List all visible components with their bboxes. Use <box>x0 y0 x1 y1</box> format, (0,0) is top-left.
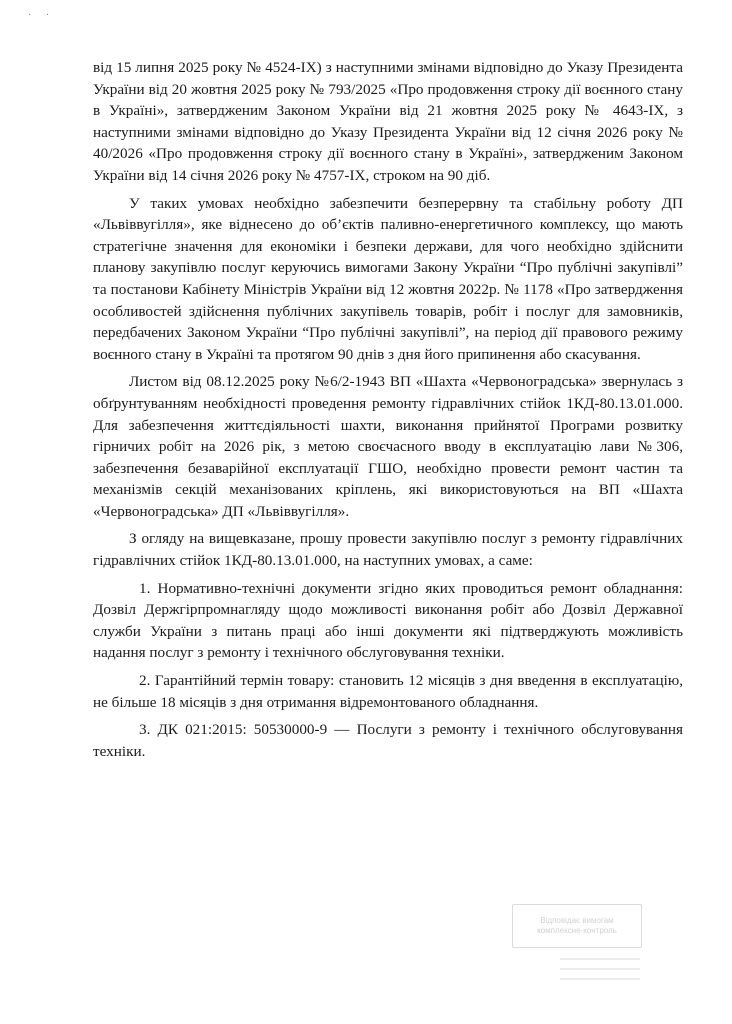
list-item-normative-docs: 1. Нормативно-технічні документи згідно яких проводиться ремонт обладнання: Дозвіл Держгірпромнагляду щодо можливості виконання робіт або Дозвіл Державної служби України з питань праці або інші документи які підтверджують можливість надання послуг з ремонту і технічного обслуговування техніки. <box>93 579 683 662</box>
approval-stamp <box>512 904 642 948</box>
paragraph-procurement-justification: У таких умовах необхідно забезпечити безперервну та стабільну роботу ДП «Львіввугілля», яке віднесено до об’єктів паливно-енергетичного комплексу, що мають стратегічне значення для економіки і безпеки держави, для чого необхідно здійснити планову закупівлю послуг керуючись вимогами Закону України “Про публічні закупівлі” та постанови Кабінету Міністрів України від 12 жовтня 2022р. № 1178 «Про затвердження особливостей здійснення публічних закупівель товарів, робіт і послуг для замовників, передбачених Законом України “Про публічні закупівлі”, на період дії правового режиму воєнного стану в Україні та протягом 90 днів з дня його припинення або скасування. <box>93 194 683 363</box>
list-item-warranty: 2. Гарантійний термін товару: становить 12 місяців з дня введення в експлуатацію, не більше 18 місяців з дня отримання відремонтованого обладнання. <box>93 672 683 711</box>
document-body <box>93 57 683 762</box>
paragraph-request: З огляду на вищевказане, прошу провести закупівлю послуг з ремонту гідравлічних гідравлічних стійок 1КД-80.13.01.000, на наступних умовах, а саме: <box>93 530 683 570</box>
stamp-line-1: Відповідає вимогам <box>540 916 614 925</box>
stamp-line-2: комплексне-контроль <box>537 926 617 935</box>
faded-signature-marks <box>560 958 640 998</box>
paragraph-mine-letter: Листом від 08.12.2025 року №6/2-1943 ВП «Шахта «Червоноградська» звернулась з обґрунтуванням необхідності проведення ремонту гідравлічних стійок 1КД-80.13.01.000. Для забезпечення життєдіяльності шахти, виконання прийнятої Програми розвитку гірничих робіт на 2026 рік, з метою своєчасного вводу в експлуатацію лави №306, забезпечення безаварійної експлуатації ГШО, необхідно провести ремонт частин та механізмів секцій механізованих кріплень, які використовуються на ВП «Шахта «Червоноградська» ДП «Львіввугілля». <box>93 373 683 520</box>
paragraph-martial-law-continuation: від 15 липня 2025 року № 4524-IX) з наступними змінами відповідно до Указу Президента України від 20 жовтня 2025 року № 793/2025 «Про продовження строку дії воєнного стану в Україні», затвердженим Законом України від 21 жовтня 2025 року № 4643-IX, з наступними змінами відповідно до Указу Президента України від 12 січня 2026 року № 40/2026 «Про продовження строку дії воєнного стану в Україні», затвердженим Законом України від 14 січня 2026 року № 4757-IX, строком на 90 діб. <box>93 59 683 184</box>
scan-marks: · · <box>28 10 56 21</box>
list-item-classifier-code: 3. ДК 021:2015: 50530000-9 — Послуги з ремонту і технічного обслуговування техніки. <box>93 721 683 760</box>
